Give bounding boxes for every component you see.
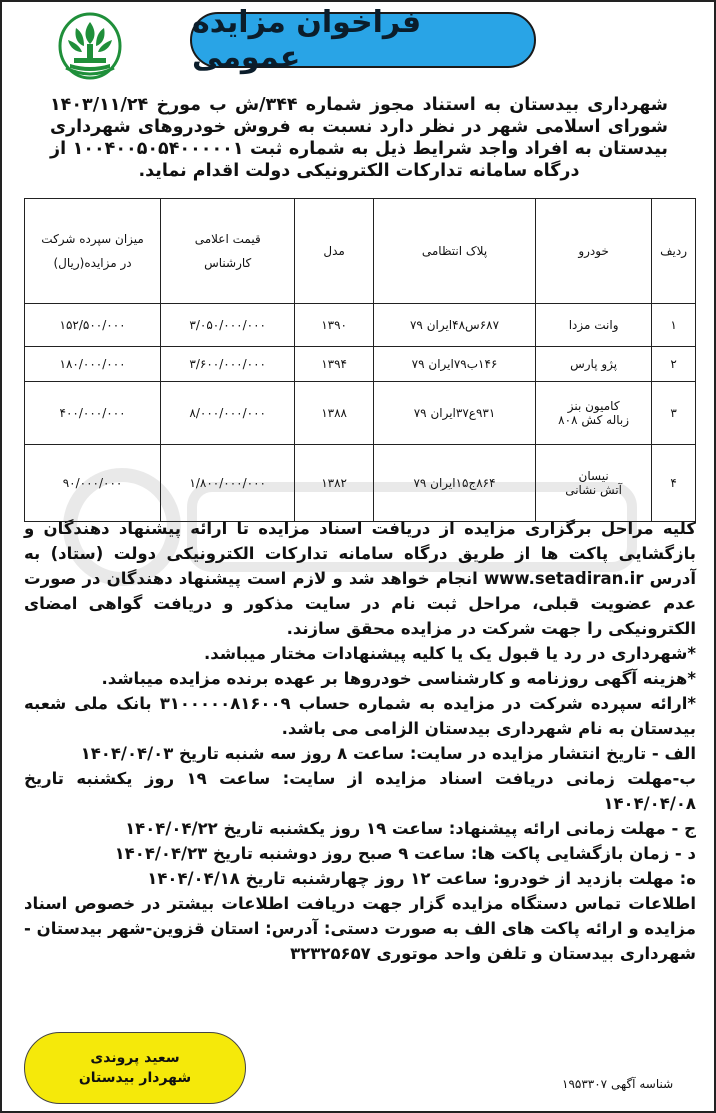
- body-contact: اطلاعات تماس دستگاه مزایده گزار جهت دریافت اطلاعات بیشتر در خصوص اسناد مزایده و ارائه پاکت های الف به صورت دستی: آدرس: استان قزوین-شهر بیدستان - شهرداری بیدستان و تلفن واحد موتوری ۳۲۳۲۵۶۵۷: [24, 894, 696, 963]
- cell-car: [536, 347, 652, 382]
- header-price: [161, 199, 295, 304]
- header-deposit-line2: در مزایده(ریال): [53, 256, 132, 270]
- table-row: [25, 445, 696, 522]
- signature-name: سعید پروندی: [90, 1050, 180, 1066]
- signature-box: [24, 1032, 246, 1104]
- vehicles-table: [24, 198, 696, 522]
- body-date-visit: ه: مهلت بازدید از خودرو: ساعت ۱۲ روز چهارشنبه تاریخ ۱۴۰۴/۰۴/۱۸: [147, 869, 696, 888]
- body-date-opening: د - زمان بازگشایی پاکت ها: ساعت ۹ صبح روز دوشنبه تاریخ ۱۴۰۴/۰۴/۲۳: [114, 844, 696, 863]
- header-model: مدل: [295, 199, 374, 304]
- cell-deposit: ۱۵۲/۵۰۰/۰۰۰: [25, 304, 161, 347]
- header-car: خودرو: [536, 199, 652, 304]
- cell-deposit: ۹۰/۰۰۰/۰۰۰: [25, 445, 161, 522]
- table-row: [25, 382, 696, 445]
- cell-radif: ۳: [652, 382, 696, 445]
- municipality-logo-icon: [44, 10, 136, 80]
- body-note-costs: *هزینه آگهی روزنامه و کارشناسی خودروها بر عهده برنده مزایده میباشد.: [101, 669, 696, 688]
- signature-role: شهردار بیدستان: [78, 1070, 192, 1086]
- cell-plate: ۱۴۶ب۷۹ایران ۷۹: [373, 347, 535, 382]
- cell-model: ۱۳۸۸: [295, 382, 374, 445]
- intro-paragraph: شهرداری بیدستان به استناد مجوز شماره ۳۴۴/ش ب مورخ ۱۴۰۳/۱۱/۲۴ شورای اسلامی شهر در نظر دارد نسبت به فروش خودروهای شهرداری بیدستان به افراد واجد شرایط ذیل به شماره ثبت ۱۰۰۴۰۰۵۰۵۴۰۰۰۰۰۱ از درگاه سامانه تدارکات الکترونیکی دولت اقدام نماید.: [50, 95, 668, 181]
- page-title: فراخوان مزایده عمومی: [192, 5, 422, 75]
- header-price-line1: قیمت اعلامی: [194, 232, 261, 246]
- cell-deposit: ۴۰۰/۰۰۰/۰۰۰: [25, 382, 161, 445]
- cell-model: ۱۳۸۲: [295, 445, 374, 522]
- table-row: [25, 347, 696, 382]
- cell-deposit: ۱۸۰/۰۰۰/۰۰۰: [25, 347, 161, 382]
- body-date-offer: ج - مهلت زمانی ارائه پیشنهاد: ساعت ۱۹ روز یکشنبه تاریخ ۱۴۰۴/۰۴/۲۲: [125, 819, 696, 838]
- cell-radif: ۱: [652, 304, 696, 347]
- body-date-docs: ب-مهلت زمانی دریافت اسناد مزایده از سایت: ساعت ۱۹ روز یکشنبه تاریخ ۱۴۰۴/۰۴/۰۸: [24, 769, 696, 813]
- ad-id: شناسه آگهی ۱۹۵۳۳۰۷: [562, 1077, 674, 1091]
- body-note-reject: *شهرداری در رد یا قبول یک یا کلیه پیشنهادات مختار میباشد.: [204, 644, 696, 663]
- table-row: [25, 304, 696, 347]
- cell-radif: ۲: [652, 347, 696, 382]
- table-header-row: [25, 199, 696, 304]
- cell-plate: ۹۳۱ع۳۷ایران ۷۹: [373, 382, 535, 445]
- header-plate: پلاک انتظامی: [373, 199, 535, 304]
- cell-price: ۳/۰۵۰/۰۰۰/۰۰۰: [161, 304, 295, 347]
- cell-price: ۸/۰۰۰/۰۰۰/۰۰۰: [161, 382, 295, 445]
- cell-car-line1: پژو پارس: [570, 357, 618, 371]
- body-note-deposit: *ارائه سپرده شرکت در مزایده به شماره حساب ۳۱۰۰۰۰۰۸۱۶۰۰۹ بانک ملی شعبه بیدستان به نام شهرداری بیدستان الزامی می باشد.: [24, 694, 696, 738]
- cell-car-line1: نیسان: [578, 469, 609, 483]
- body-date-publish: الف - تاریخ انتشار مزایده در سایت: ساعت ۸ روز سه شنبه تاریخ ۱۴۰۴/۰۴/۰۳: [80, 744, 696, 763]
- cell-car: [536, 382, 652, 445]
- body-paragraph-process: کلیه مراحل برگزاری مزایده از دریافت اسناد مزایده تا ارائه پیشنهاد دهندگان و بازگشایی پاکت ها از طریق درگاه سامانه تدارکات الکترونیکی دولت (ستاد) به آدرس www.setadiran.ir انجام خواهد شد و لازم است پیشنهاد دهندگان در صورت عدم عضویت قبلی، مراحل ثبت نام در سایت مذکور و دریافت گواهی امضای الکترونیکی را جهت شرکت در مزایده محقق سازند.: [24, 519, 696, 638]
- header-price-line2: کارشناس: [204, 256, 252, 270]
- cell-model: ۱۳۹۰: [295, 304, 374, 347]
- cell-radif: ۴: [652, 445, 696, 522]
- header-deposit-line1: میزان سپرده شرکت: [41, 232, 144, 246]
- header-radif: ردیف: [652, 199, 696, 304]
- cell-plate: ۶۸۷س۴۸ایران ۷۹: [373, 304, 535, 347]
- cell-price: ۳/۶۰۰/۰۰۰/۰۰۰: [161, 347, 295, 382]
- header-deposit: [25, 199, 161, 304]
- body-text: [24, 516, 696, 966]
- cell-car-line1: کامیون بنز: [567, 399, 620, 413]
- title-banner: [190, 5, 536, 75]
- cell-car: [536, 304, 652, 347]
- cell-car-line2: زباله کش ۸۰۸: [558, 413, 630, 427]
- cell-car-line2: آتش نشانی: [565, 483, 623, 497]
- cell-price: ۱/۸۰۰/۰۰۰/۰۰۰: [161, 445, 295, 522]
- cell-car-line1: وانت مزدا: [568, 318, 619, 332]
- cell-plate: ۸۶۴ج۱۵ایران ۷۹: [373, 445, 535, 522]
- cell-car: [536, 445, 652, 522]
- cell-model: ۱۳۹۴: [295, 347, 374, 382]
